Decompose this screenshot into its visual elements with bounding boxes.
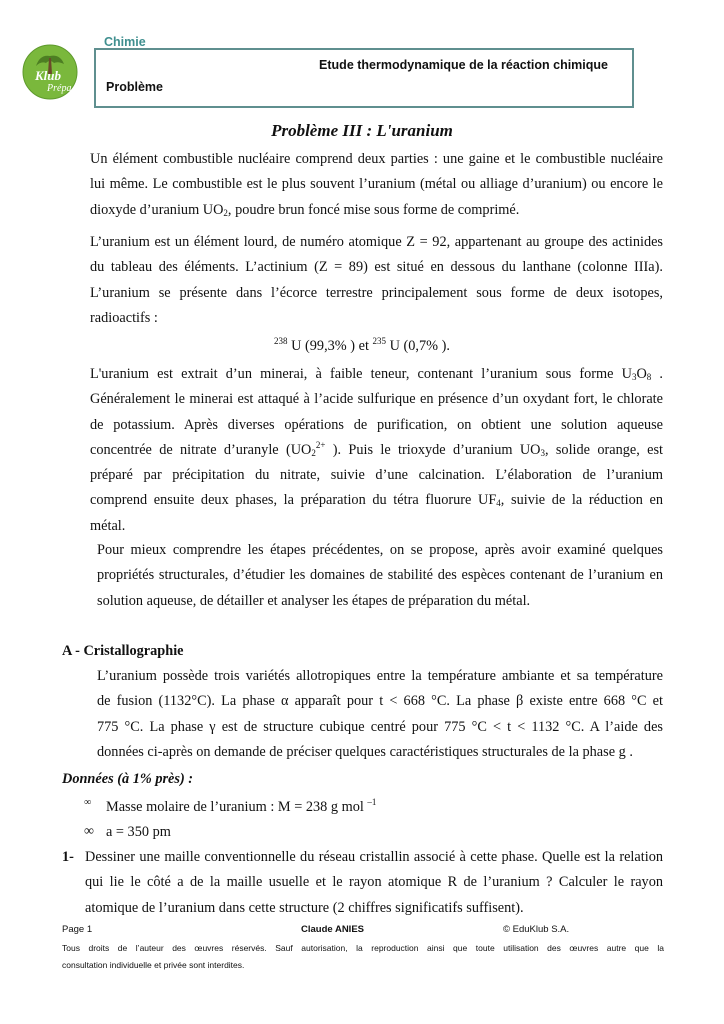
text-line: solution aqueuse, de détailler et analyser les étapes de préparation du métal. (97, 592, 531, 609)
paragraph-extraction (90, 362, 663, 539)
text-line: L’uranium se présente dans l’écorce terrestre principalement sous forme de deux isotopes, (90, 284, 663, 301)
text-line: préparé par précipitation du nitrate, suivie d’une calcination. L’élaboration de l’uranium (90, 467, 663, 484)
text-line: dioxyde d’uranium $UO_2$, poudre brun foncé mise sous forme de comprimé. (90, 201, 520, 218)
subject-label: Chimie (104, 35, 146, 49)
paragraph-plan (97, 538, 663, 614)
logo-text-prepa: Prépa (47, 83, 72, 94)
header-box (94, 48, 634, 108)
text-line: Tous droits de l’auteur des œuvres réservés. Sauf autorisation, la reproduction ainsi que toute utilisation des œuvres autre que la (62, 943, 664, 953)
klub-prepa-logo (22, 44, 78, 100)
bullet-infinity-icon: ∞ (84, 824, 94, 839)
text-line: L'uranium est extrait d’un minerai, à faible teneur, contenant l’uranium sous forme $U_3O_8$ . (90, 366, 663, 382)
paragraph-intro (90, 147, 663, 223)
text-line: de fusion (1132°C). La phase α apparaît pour t < 668 °C. La phase β existe entre 668 °C et (97, 693, 663, 710)
footer-author: Claude ANIES (301, 924, 364, 935)
text-line: lui même. Le combustible est le plus souvent l’uranium (métal ou alliage d’uranium) ou encore le (90, 176, 663, 193)
paragraph-allotropes (97, 664, 663, 765)
paragraph-uranium (90, 230, 663, 331)
text-line: atomique de l’uranium dans cette structure (2 chiffres significatifs suffisent). (85, 899, 524, 916)
question-1 (85, 845, 663, 921)
text-line: métal. (90, 517, 126, 534)
text-line: radioactifs : (90, 309, 158, 326)
text-line: Un élément combustible nucléaire comprend deux parties : une gaine et le combustible nucléaire (90, 151, 663, 167)
problem-title: Problème III : L'uranium (271, 121, 453, 140)
bullet-infinity-icon: ∞ (84, 797, 92, 808)
text-line: du tableau des éléments. L’actinium (Z = 89) est situé en dessous du lanthane (colonne IIIa). (90, 259, 663, 276)
footer-legal-notice (62, 940, 664, 973)
section-heading-a: A - Cristallographie (62, 643, 184, 659)
text-line: 775 °C. La phase γ est de structure cubique centré pour 775 °C < t < 1132 °C. A l’aide des (97, 718, 663, 735)
text-line: données ci-après on demande de préciser quelques caractéristiques structurales de la phase g . (97, 743, 633, 760)
header-type: Problème (106, 80, 163, 94)
text-line: concentrée de nitrate d’uranyle ($UO_2^{2+}$ ). Puis le trioxyde d’uranium $UO_3$, solide orange, est (90, 439, 664, 458)
question-number: 1- (62, 849, 74, 865)
text-line: Généralement le minerai est attaqué à l’acide sulfurique en présence d’un oxydant fort, le chlorate (90, 391, 663, 408)
text-line: Dessiner une maille conventionnelle du réseau cristallin associé à cette phase. Quelle est la relation (85, 849, 663, 865)
text-line: consultation individuelle et privée sont interdites. (62, 959, 245, 970)
text-line: Pour mieux comprendre les étapes précédentes, on se propose, après avoir examiné quelques (97, 542, 663, 558)
data-heading: Données (à 1% près) : (62, 771, 194, 787)
text-line: L’uranium possède trois variétés allotropiques entre la température ambiante et sa température (97, 668, 663, 684)
footer-copyright: © EduKlub S.A. (503, 924, 570, 935)
logo-text-klub: Klub (35, 68, 62, 83)
header-title: Etude thermodynamique de la réaction chimique (319, 58, 608, 72)
data-molar-mass: Masse molaire de l’uranium : M = 238 g mol $^{-1}$ (106, 797, 377, 815)
text-line: propriétés structurales, d’étudier les domaines de stabilité des espèces contenant de l’uranium en (97, 567, 663, 584)
data-lattice-parameter: a = 350 pm (106, 824, 171, 840)
text-line: comprend ensuite deux phases, la préparation du tétra fluorure $UF_4$, suivie de la réduction en (90, 492, 663, 509)
isotopes-line: $^{238}$ U (99,3% ) et $^{235}$ U (0,7% ). (274, 336, 450, 354)
text-line: qui lie le côté a de la maille usuelle et le rayon atomique R de l’uranium ? Calculer le rayon (85, 874, 663, 891)
footer-page-number: Page 1 (62, 924, 93, 935)
text-line: L’uranium est un élément lourd, de numéro atomique Z = 92, appartenant au groupe des actinides (90, 234, 663, 250)
text-line: de potassium. Après diverses opérations de purification, on obtient une solution aqueuse (90, 416, 663, 433)
